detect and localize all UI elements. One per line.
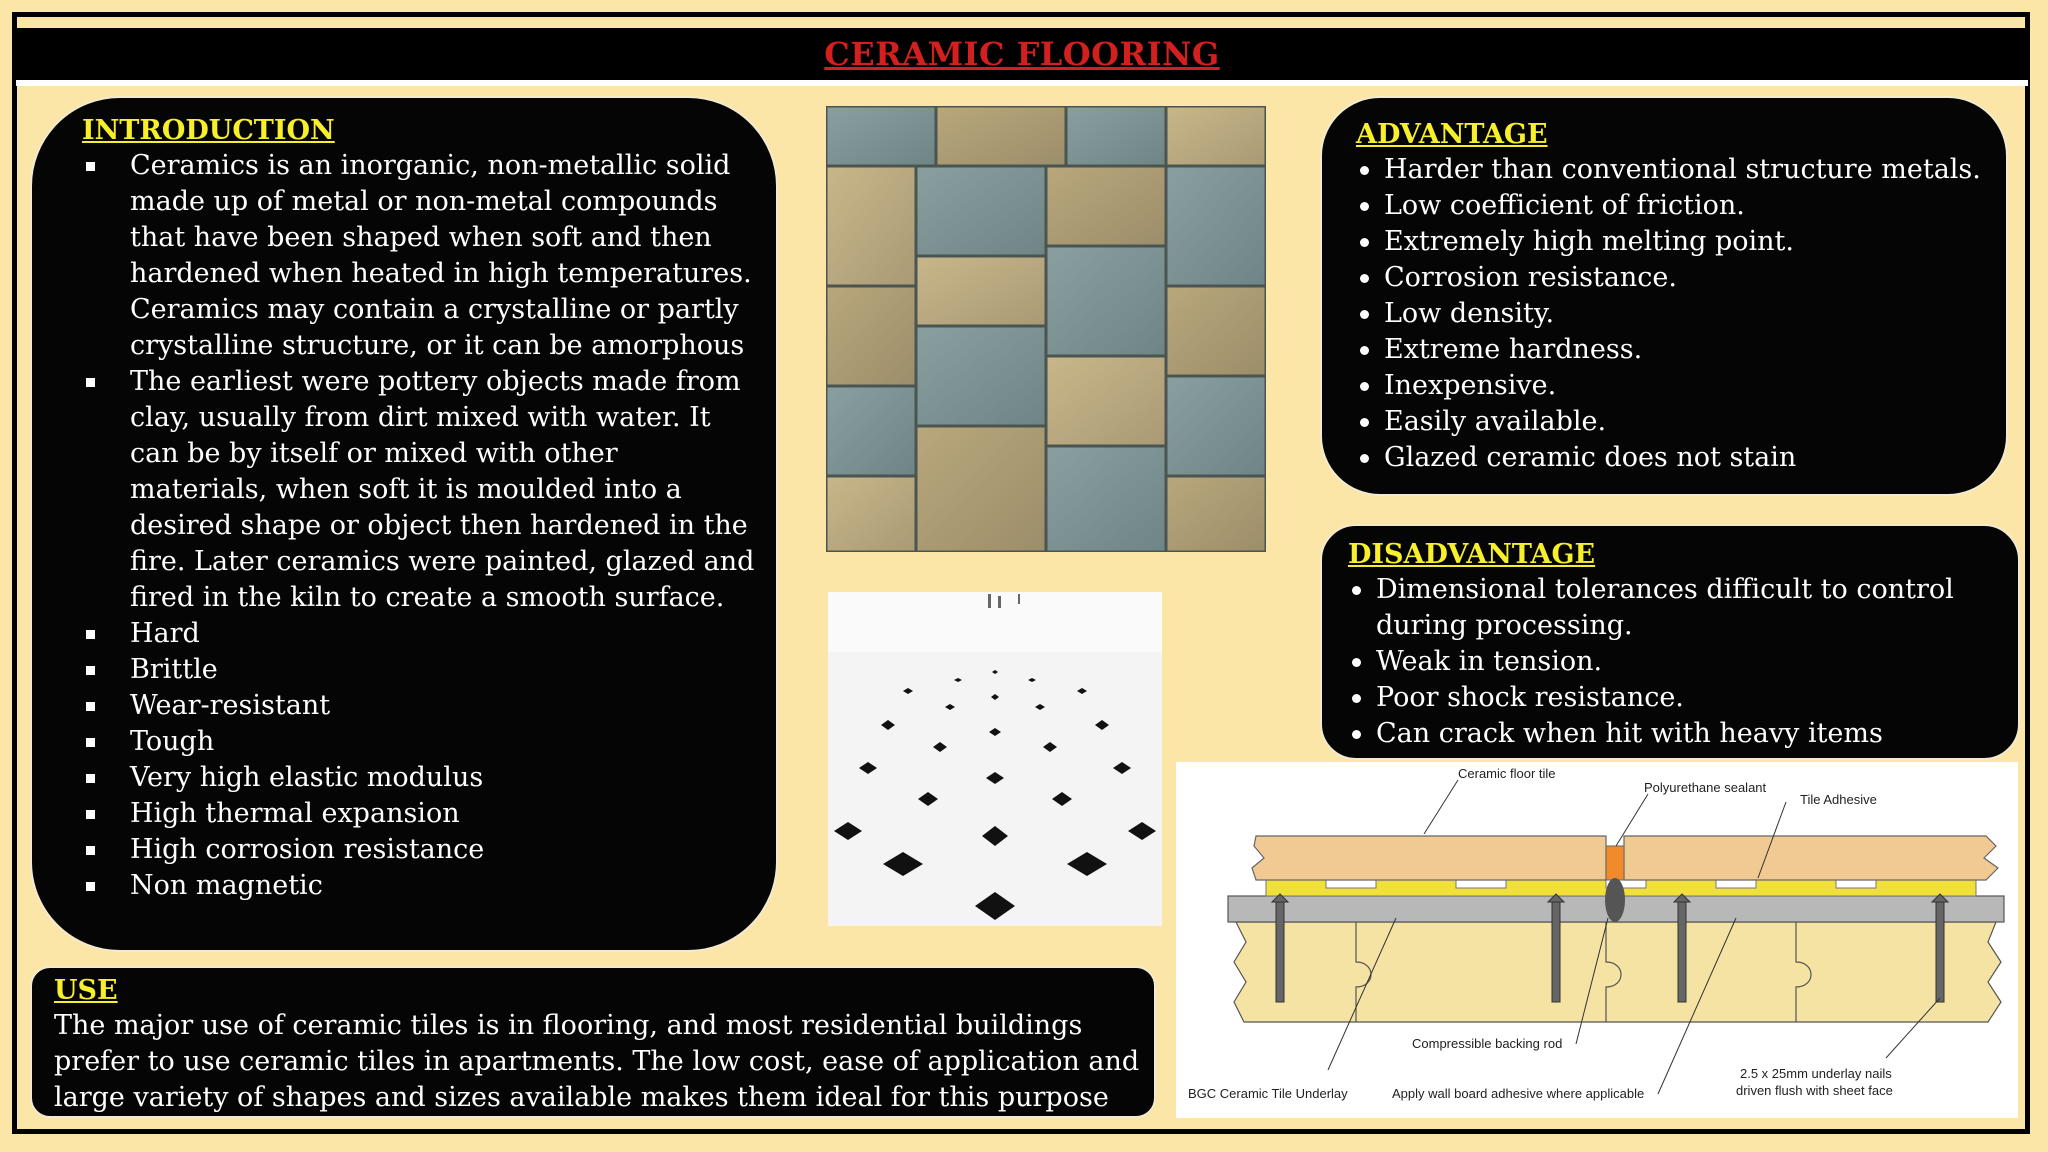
title-bar xyxy=(16,28,2028,86)
bullet-dot-icon xyxy=(1352,658,1361,667)
bullet-dot-icon xyxy=(1360,166,1369,175)
right-floor-tile xyxy=(1624,836,1998,880)
list-item: Hard xyxy=(82,616,756,652)
bullet-dot-icon xyxy=(1360,238,1369,247)
left-floor-tile xyxy=(1252,836,1606,880)
label-compressible-backing-rod: Compressible backing rod xyxy=(1412,1036,1563,1051)
list-item: Harder than conventional structure metals. xyxy=(1356,152,1986,188)
bullet-dot-icon xyxy=(1352,694,1361,703)
introduction-list xyxy=(82,148,756,904)
label-tile-adhesive: Tile Adhesive xyxy=(1800,792,1877,807)
bullet-square-icon xyxy=(86,162,95,171)
bullet-square-icon xyxy=(86,810,95,819)
introduction-heading: INTRODUCTION xyxy=(82,115,335,146)
bullet-square-icon xyxy=(86,774,95,783)
bullet-dot-icon xyxy=(1360,310,1369,319)
bullet-square-icon xyxy=(86,846,95,855)
bullet-square-icon xyxy=(86,666,95,675)
use-text: The major use of ceramic tiles is in flooring, and most residential buildings prefer to use ceramic tiles in apartments. The low cost, ease of application and large variety of shapes and sizes available makes them ideal for this purpose xyxy=(54,1010,1140,1113)
list-item: Poor shock resistance. xyxy=(1348,680,2004,716)
page-title: CERAMIC FLOORING xyxy=(824,35,1220,73)
sealant-joint xyxy=(1606,846,1624,880)
use-panel xyxy=(30,966,1156,1118)
disadvantage-heading: DISADVANTAGE xyxy=(1348,539,1596,570)
underlay-sheet xyxy=(1234,922,2001,1022)
list-item: Very high elastic modulus xyxy=(82,760,756,796)
list-item: The earliest were pottery objects made from clay, usually from dirt mixed with water. It can be by itself or mixed with other materials, when soft it is moulded into a desired shape or object then hardened in the fire. Later ceramics were painted, glazed and fired in the kiln to create a smooth surface. xyxy=(82,364,756,616)
tile-underlay-diagram xyxy=(1176,762,2018,1118)
label-underlay-nails-line1: 2.5 x 25mm underlay nails xyxy=(1740,1066,1892,1081)
disadvantage-panel xyxy=(1320,524,2020,760)
label-tile-underlay: BGC Ceramic Tile Underlay xyxy=(1188,1086,1348,1101)
bullet-dot-icon xyxy=(1360,454,1369,463)
bullet-dot-icon xyxy=(1352,586,1361,595)
bullet-dot-icon xyxy=(1360,346,1369,355)
list-item: Easily available. xyxy=(1356,404,1986,440)
list-item: Tough xyxy=(82,724,756,760)
list-item: Weak in tension. xyxy=(1348,644,2004,680)
label-wall-board-adhesive: Apply wall board adhesive where applicable xyxy=(1392,1086,1645,1101)
list-item: Extreme hardness. xyxy=(1356,332,1986,368)
bullet-dot-icon xyxy=(1360,418,1369,427)
bullet-dot-icon xyxy=(1360,274,1369,283)
list-item: Low density. xyxy=(1356,296,1986,332)
stone-tile-floor-image xyxy=(826,106,1266,552)
advantage-heading: ADVANTAGE xyxy=(1356,119,1548,150)
list-item: Inexpensive. xyxy=(1356,368,1986,404)
list-item: Corrosion resistance. xyxy=(1356,260,1986,296)
list-item: Brittle xyxy=(82,652,756,688)
backing-rod xyxy=(1605,878,1625,922)
advantage-list xyxy=(1356,152,1986,476)
list-item: Glazed ceramic does not stain xyxy=(1356,440,1986,476)
bullet-square-icon xyxy=(86,378,95,387)
white-tile-floor-image xyxy=(828,592,1162,926)
use-heading: USE xyxy=(54,975,118,1006)
advantage-panel xyxy=(1320,96,2008,496)
list-item: Wear-resistant xyxy=(82,688,756,724)
list-item: Low coefficient of friction. xyxy=(1356,188,1986,224)
list-item: Non magnetic xyxy=(82,868,756,904)
bullet-dot-icon xyxy=(1352,730,1361,739)
bullet-dot-icon xyxy=(1360,202,1369,211)
label-underlay-nails-line2: driven flush with sheet face xyxy=(1736,1083,1893,1098)
bullet-square-icon xyxy=(86,738,95,747)
label-polyurethane-sealant: Polyurethane sealant xyxy=(1644,780,1767,795)
bullet-square-icon xyxy=(86,882,95,891)
list-item: Ceramics is an inorganic, non-metallic solid made up of metal or non-metal compounds that have been shaped when soft and then hardened when heated in high temperatures. Ceramics may contain a crystalline or partly crystalline structure, or it can be amorphous xyxy=(82,148,756,364)
list-item: High thermal expansion xyxy=(82,796,756,832)
list-item: Extremely high melting point. xyxy=(1356,224,1986,260)
bullet-square-icon xyxy=(86,630,95,639)
list-item: High corrosion resistance xyxy=(82,832,756,868)
list-item: Dimensional tolerances difficult to control during processing. xyxy=(1348,572,2004,644)
introduction-panel xyxy=(30,96,778,952)
disadvantage-list xyxy=(1348,572,2004,752)
list-item: Can crack when hit with heavy items xyxy=(1348,716,2004,752)
bullet-square-icon xyxy=(86,702,95,711)
bullet-dot-icon xyxy=(1360,382,1369,391)
label-ceramic-floor-tile: Ceramic floor tile xyxy=(1458,766,1556,781)
